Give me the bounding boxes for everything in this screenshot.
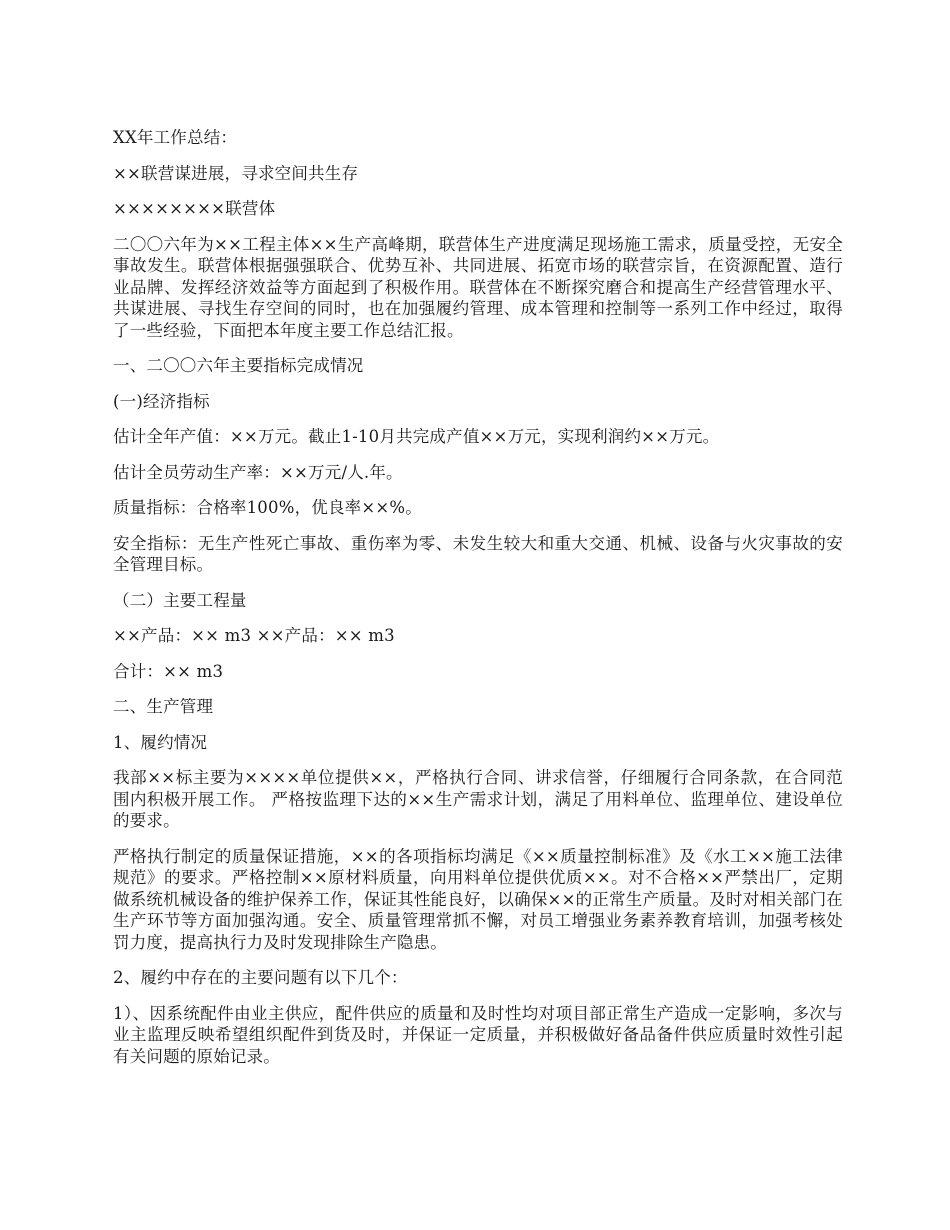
- document-body: [113, 127, 843, 1081]
- output-value-line: 估计全年产值：××万元。截止1-10月共完成产值××万元，实现利润约××万元。: [113, 427, 720, 446]
- quality-line: 质量指标：合格率100%，优良率××%。: [113, 498, 423, 517]
- safety-paragraph: 安全指标：无生产性死亡事故、重伤率为零、未发生较大和重大交通、机械、设备与火灾事故的安全管理目标。: [113, 533, 843, 574]
- problem-1-paragraph: 1）、因系统配件由业主供应，配件供应的质量和及时性均对项目部正常生产造成一定影响，多次与业主监理反映希望组织配件到货及时，并保证一定质量，并积极做好备品备件供应质量时效性引起有关问题的原始记录。: [113, 1003, 843, 1066]
- doc-heading: XX年工作总结：: [113, 128, 238, 147]
- problems-heading: 2、履约中存在的主要问题有以下几个：: [113, 968, 408, 987]
- section-heading-1: 一、二〇〇六年主要指标完成情况: [113, 356, 364, 375]
- contract-paragraph: 我部××标主要为××××单位提供××，严格执行合同、讲求信誉，仔细履行合同条款，在合同范围内积极开展工作。 严格按监理下达的××生产需求计划，满足了用料单位、监理单位、建设单位的要求。: [113, 768, 843, 830]
- total-line: 合计：×× m3: [113, 661, 224, 681]
- subsection-heading-contract: 1、履约情况: [113, 732, 208, 752]
- doc-author: ××××××××联营体: [113, 199, 276, 218]
- section-heading-2: 二、生产管理: [113, 697, 214, 716]
- doc-subtitle: ××联营谋进展，寻求空间共生存: [113, 163, 359, 183]
- subsection-heading-quantities: （二）主要工程量: [113, 590, 247, 610]
- intro-paragraph: 二〇〇六年为××工程主体××生产高峰期，联营体生产进度满足现场施工需求，质量受控，无安全事故发生。联营体根据强强联合、优势互补、共同进展、拓宽市场的联营宗旨，在资源配置、造行业品牌、发挥经济效益等方面起到了积极作用。联营体在不断探究磨合和提高生产经营管理水平、共谋进展、寻找生存空间的同时，也在加强履约管理、成本管理和控制等一系列工作中经过，取得了一些经验，下面把本年度主要工作总结汇报。: [113, 234, 843, 340]
- products-line: ××产品：×× m3 ××产品：×× m3: [113, 626, 395, 645]
- quality-measures-paragraph: 严格执行制定的质量保证措施，××的各项指标均满足《××质量控制标准》及《水工××施工法律规范》的要求。严格控制××原材料质量，向用料单位提供优质××。对不合格××严禁出厂，定期做系统机械设备的维护保养工作，保证其性能良好，以确保××的正常生产质量。及时对相关部门在生产环节等方面加强沟通。安全、质量管理常抓不懈，对员工增强业务素养教育培训，加强考核处罚力度，提高执行力及时发现排除生产隐患。: [113, 846, 843, 952]
- productivity-line: 估计全员劳动生产率：××万元/人.年。: [113, 462, 403, 482]
- subsection-heading-economic: (一)经济指标: [113, 391, 210, 411]
